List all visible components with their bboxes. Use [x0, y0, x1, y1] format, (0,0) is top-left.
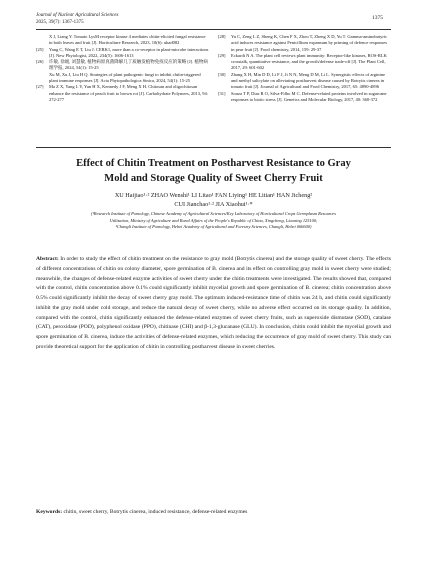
journal-name: Journal of Nuclear Agricultural Sciences [36, 13, 119, 18]
title-line: Mold and Storage Quality of Sweet Cherry Fruit [104, 173, 323, 184]
affiliations [40, 211, 387, 231]
reference-item: [26] 许敏, 徐媛, 刘慧敏, 植物病原真菌降解几丁质触发植物免疫反应的策略 [J]. 植物病理学报, 2024, 54(1): 15-25 [36, 59, 208, 71]
reference-item: [28] Yu C, Zeng L Z, Sheng K, Chen F X, Zhou T, Zheng X D, Yu T. Gamma-aminobutyric acid induces resistance against Penicillium expansum by priming of defence responses in pear fruit [J]. Food chemistry, 2014, 159: 29-37 [218, 34, 388, 52]
section-divider [36, 147, 391, 148]
journal-header [36, 12, 118, 26]
abstract [36, 255, 391, 353]
paper-title [20, 156, 407, 186]
affiliation-line: (¹Research Institute of Pomology, Chinese Academy of Agricultural Sciences/Key Laboratory of Horticultural Crops Germplasm Resources [91, 211, 336, 216]
keywords-text: chitin, sweet cherry, Botrytis cinerea, induced resistance, defense-related enzymes [63, 509, 248, 515]
affiliation-line: ²Changli Institute of Pomology, Hebei Academy of Agricultural and Forestry Sciences, Changli, Hebei 066600) [115, 224, 312, 229]
reference-item: [29] Eckardt N A. The plant cell reviews plant immunity: Receptor-like kinases, ROS-RLK crosstalk, quantitative resistance, and the growth/defense trade-off [J]. The Plant Cell, 2017, 29: 601-602 [218, 52, 387, 71]
author-line: CUI Jianchao¹·² JIA Xiaohui¹·* [174, 201, 253, 208]
affiliation-line: Utilization, Ministry of Agriculture and Rural Affairs of the People's Republic of China, Xingcheng, Liaoning 125100; [109, 217, 318, 223]
keywords-label: Keywords: [36, 509, 63, 515]
abstract-text: In order to study the effect of chitin treatment on the resistance to gray mold (Botrytis cinerea) and the storage quality of sweet cherry. The effects of different concentrations of chitin on colony diameter, spore germination of B. cinerea and its effect on controlling gray mold in sweet cherry were studied; meanwhile, the changes of defense-related enzyme activities of sweet cherry under the chitin treatments were investigated. The results showed that, compared with the control, chitin concentration above 0.1% could significantly inhibit mycelial growth and spore germination of B. cinerea; chitin concentration above 0.5% could significantly inhibit the decay of sweet cherry gray mold. The optimum induced-resistance time of chitin was 24 h, and chitin could significantly inhibit the gray mold under cold storage, and reduce the natural decay of sweet cherry, while no adverse effect occurred on its storage quality. In addition, compared with the control, chitin significantly enhanced the defense-related enzymes of sweet cherry fruits, such as superoxide dismutase (SOD), catalase (CAT), peroxidase (POD), polyphenol oxidase (PPO), chitinase (CHI) and β-1,3-glucanase (GLU). In conclusion, chitin could inhibit the mycelial growth and spore germination of B. cinerea, induce the activities of defense-related enzymes, which reducing the occurrence of gray mold of sweet cherry. This study can provide theoretical support for the application of chitin in controlling postharvest disease in sweet cherries. [36, 256, 391, 350]
references-left-column [36, 34, 209, 103]
references-right-column [218, 34, 391, 103]
abstract-label: Abstract: [36, 256, 59, 262]
author-list [20, 191, 407, 209]
title-line: Effect of Chitin Treatment on Postharvest Resistance to Gray [76, 158, 351, 169]
reference-item: [25] Yang C, Wang E T, Liu J. CERK1, more than a co-receptor in plant-microbe interactions [J]. New Phytologist, 2022, 234(5): 1606-1613 [36, 46, 209, 58]
reference-item: X J, Liang Y. Tomato LysM receptor kinase 4 mediates chitin-elicited fungal resistance in both leaves and fruit [J]. Horticulture Research, 2023, 10(6): uhad082 [49, 34, 206, 46]
reference-item: Xu M, Xu J, Liu H Q. Strategies of plant pathogenic fungi to inhibit chitin-triggered plant immune responses [J]. Acta Phytopathologica Sinica, 2024, 54(1): 15-25 [49, 71, 201, 84]
keywords [36, 508, 391, 517]
reference-item: [27] Ma Z X, Yang L Y, Yan H X, Kennedy J F, Meng X H. Chitosan and oligochitosan enhance the resistance of peach fruit to brown rot [J]. Carbohydrate Polymers, 2013, 94: 272-277 [36, 84, 208, 102]
page-number: 1375 [372, 15, 383, 21]
header-rule [36, 29, 391, 30]
reference-item: [31] Souza T P, Dias R O, Silva-Filho M C. Defense-related proteins involved in sugarcane responses to biotic stress [J]. Genetics and Molecular Biology, 2017, 40: 360-372 [218, 90, 387, 102]
author-line: XU Haijiao¹·² ZHAO Wenshi¹ LI Litao¹ FAN Liying¹ HE Litian¹ HAN Jicheng² [114, 192, 313, 199]
journal-volume: 2025, 39(7): 1367-1375 [36, 20, 84, 25]
reference-item: [30] Zhang X H, Min D D, Li F J, Ji N N, Meng D M, Li L. Synergistic effects of arginine and methyl salicylate on alleviating postharvest disease caused by Botrytis cinerea in tomato fruit [J]. Journal of Agricultural and Food Chemistry, 2017, 65: 4890-4896 [218, 71, 385, 90]
